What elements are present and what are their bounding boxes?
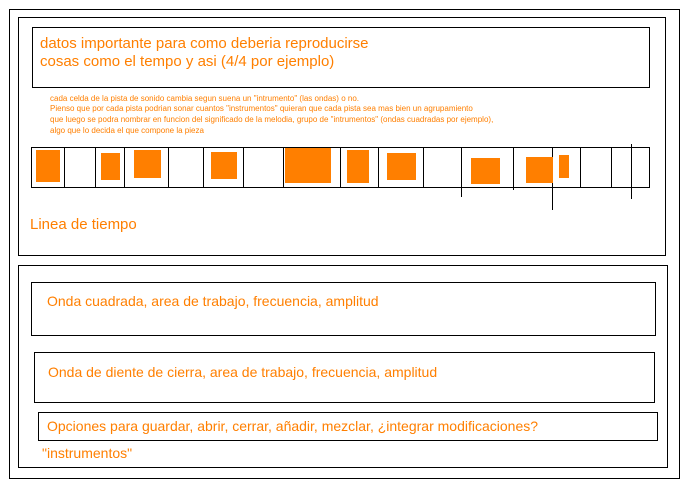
square-wave-label: Onda cuadrada, area de trabajo, frecuencia, amplitud — [47, 293, 379, 309]
square-wave-panel[interactable] — [31, 282, 656, 336]
instrument-block[interactable] — [36, 150, 60, 182]
note-line-2: Pienso que por cada pista podrian sonar cuantos "instrumentos" quieran que cada pista sea mas bien un agrupamiento — [50, 104, 473, 113]
options-label: Opciones para guardar, abrir, cerrar, añadir, mezclar, ¿integrar modificaciones? — [47, 418, 539, 434]
note-line-1: cada celda de la pista de sonido cambia segun suena un "intrumento" (las ondas) o no. — [50, 94, 359, 103]
instrument-block[interactable] — [101, 153, 120, 180]
header-line-2: cosas como el tempo y asi (4/4 por ejemplo) — [40, 53, 335, 70]
note-line-4: algo que lo decida el que compone la pieza — [50, 126, 204, 135]
instrument-block[interactable] — [134, 150, 161, 178]
header-line-1: datos importante para como deberia reproducirse — [40, 35, 369, 52]
instrument-block[interactable] — [285, 148, 331, 183]
instrument-block[interactable] — [387, 153, 416, 180]
instrument-block[interactable] — [526, 157, 553, 183]
instrument-block[interactable] — [559, 155, 569, 178]
sawtooth-wave-label: Onda de diente de cierra, area de trabajo, frecuencia, amplitud — [48, 364, 438, 380]
note-line-3: que luego se podra nombrar en funcion del significado de la melodia, grupo de "intrumentos" (ondas cuadradas por ejemplo), — [50, 115, 494, 124]
instruments-label: "instrumentos" — [42, 445, 133, 461]
instrument-block[interactable] — [211, 152, 237, 179]
instrument-block[interactable] — [471, 158, 500, 184]
timeline-label: Linea de tiempo — [30, 216, 137, 233]
instrument-block[interactable] — [347, 150, 369, 183]
